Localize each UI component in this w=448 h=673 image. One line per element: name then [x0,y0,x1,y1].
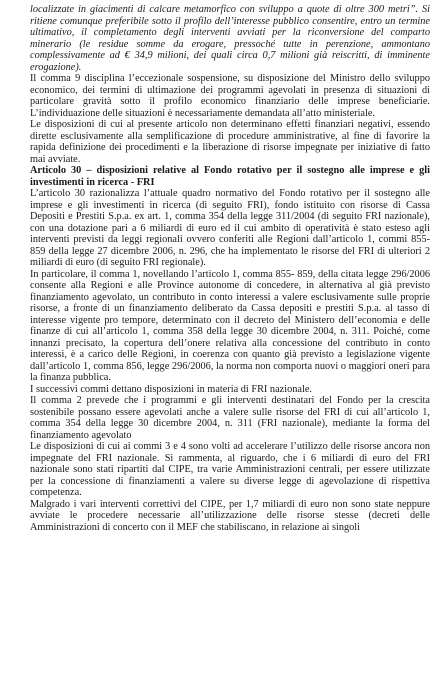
paragraph-comma-9: Il comma 9 disciplina l’eccezionale sospensione, su disposizione del Ministro dello sviluppo economico, dei termini di ultimazione dei programmi agevolati in presenza di situazioni di particolare gravità sotto il profilo economico finanziario delle imprese beneficiarie. L’individuazione delle situazioni è necessariamente demandata all’atto ministeriale. [30,73,430,119]
paragraph-articolo-30-intro: L’articolo 30 razionalizza l’attuale quadro normativo del Fondo rotativo per il sostegno alle imprese e gli investimenti in ricerca (di seguito FRI), fondo istituito con risorse di Cassa Depositi e Prestiti S.p.a. ex art. 1, comma 354 della legge 311/2004 (di seguito FRI nazionale), con una dotazione pari a 6 miliardi di euro ed il cui ambito di operatività è stato esteso agli interventi previsti da leggi regionali ovvero conferiti alle Regioni dall’articolo 1, commi 855-859 della legge 27 dicembre 2006, n. 296, che ha implementato le risorse del FRI di ulteriori 2 miliardi di euro (di seguito FRI regionale). [30,188,430,268]
paragraph-fri-nazionale: I successivi commi dettano disposizioni in materia di FRI nazionale. [30,383,312,395]
paragraph-comma-1: In particolare, il comma 1, novellando l’articolo 1, comma 855- 859, della citata legge 296/2006 consente alla Regioni e alle Province autonome di concedere, in alternativa al già previsto finanziamento agevolato, un contributo in conto interessi a valere esclusivamente sulle proprie risorse, a fronte di un finanziamento deliberato da Cassa depositi e prestiti S.p.a. al tasso di interesse vigente pro tempore, determinato con il decreto del Ministero dell’economia e delle finanze di cui all’articolo 1, comma 358 della legge 30 dicembre 2004, n. 311. Poiché, come innanzi precisato, la copertura dell’onere relativa alla concessione del contributo in conto interessi, è a carico delle Regioni, in coerenza con quanto già previsto a legislazione vigente dall’articolo 1, comma 856, legge 296/2006, la norma non comporta nuovi o maggiori oneri para la finanza pubblica. [30,268,430,383]
paragraph-correttivi-cipe: Malgrado i vari interventi correttivi del CIPE, per 1,7 miliardi di euro non sono state neppure avviate le procedere necessarie all’utilizzazione delle risorse stesse (decreti delle Amministrazioni di concerto con il MEF che stabiliscano, in relazione ai singoli [30,498,430,533]
paragraph-comma-2: Il comma 2 prevede che i programmi e gli interventi destinatari del Fondo per la crescita sostenibile possano essere agevolati anche a valere sulle risorse del FRI di cui all’articolo 1, comma 354 della legge 30 dicembre 2004, n. 311 (FRI nazionale), mediante la forma del finanziamento agevolato [30,395,430,441]
paragraph-commi-3-4: Le disposizioni di cui ai commi 3 e 4 sono volti ad accelerare l’utilizzo delle risorse ancora non impegnate del FRI nazionale. Si rammenta, al riguardo, che i 6 miliardi di euro del FRI nazionale sono stati ripartiti dal CIPE, tra varie Amministrazioni centrali, per essere utilizzate per la concessione di finanziamenti a valere su diverse legge di agevolazione di rispettiva competenza. [30,441,430,498]
section-heading-articolo-30: Articolo 30 – disposizioni relative al Fondo rotativo per il sostegno alle imprese e gli investimenti in ricerca - FRI [30,165,430,188]
paragraph-comparto-minerario: localizzate in giacimenti di calcare metamorfico con sviluppo a quote di oltre 300 metri”. Si ritiene comunque preferibile sotto il profilo dell’interesse pubblico consentire, entro un termine ultimativo, il completamento degli interventi avviati per la riconversione del comparto minerario (le residue somme da erogare, pressoché tutte in perenzione, ammontano complessivamente ad € 34,9 milioni, dei quali circa 0,7 milioni già reiscritti, di imminente erogazione). [30,4,430,73]
paragraph-effetti-finanziari: Le disposizioni di cui al presente articolo non determinano effetti finanziari negativi, essendo dirette esclusivamente alla semplificazione di procedure amministrative, al fine di favorire la rapida definizione dei procedimenti e la liberazione di risorse impegnate per iniziative di fatto mai avviate. [30,119,430,165]
